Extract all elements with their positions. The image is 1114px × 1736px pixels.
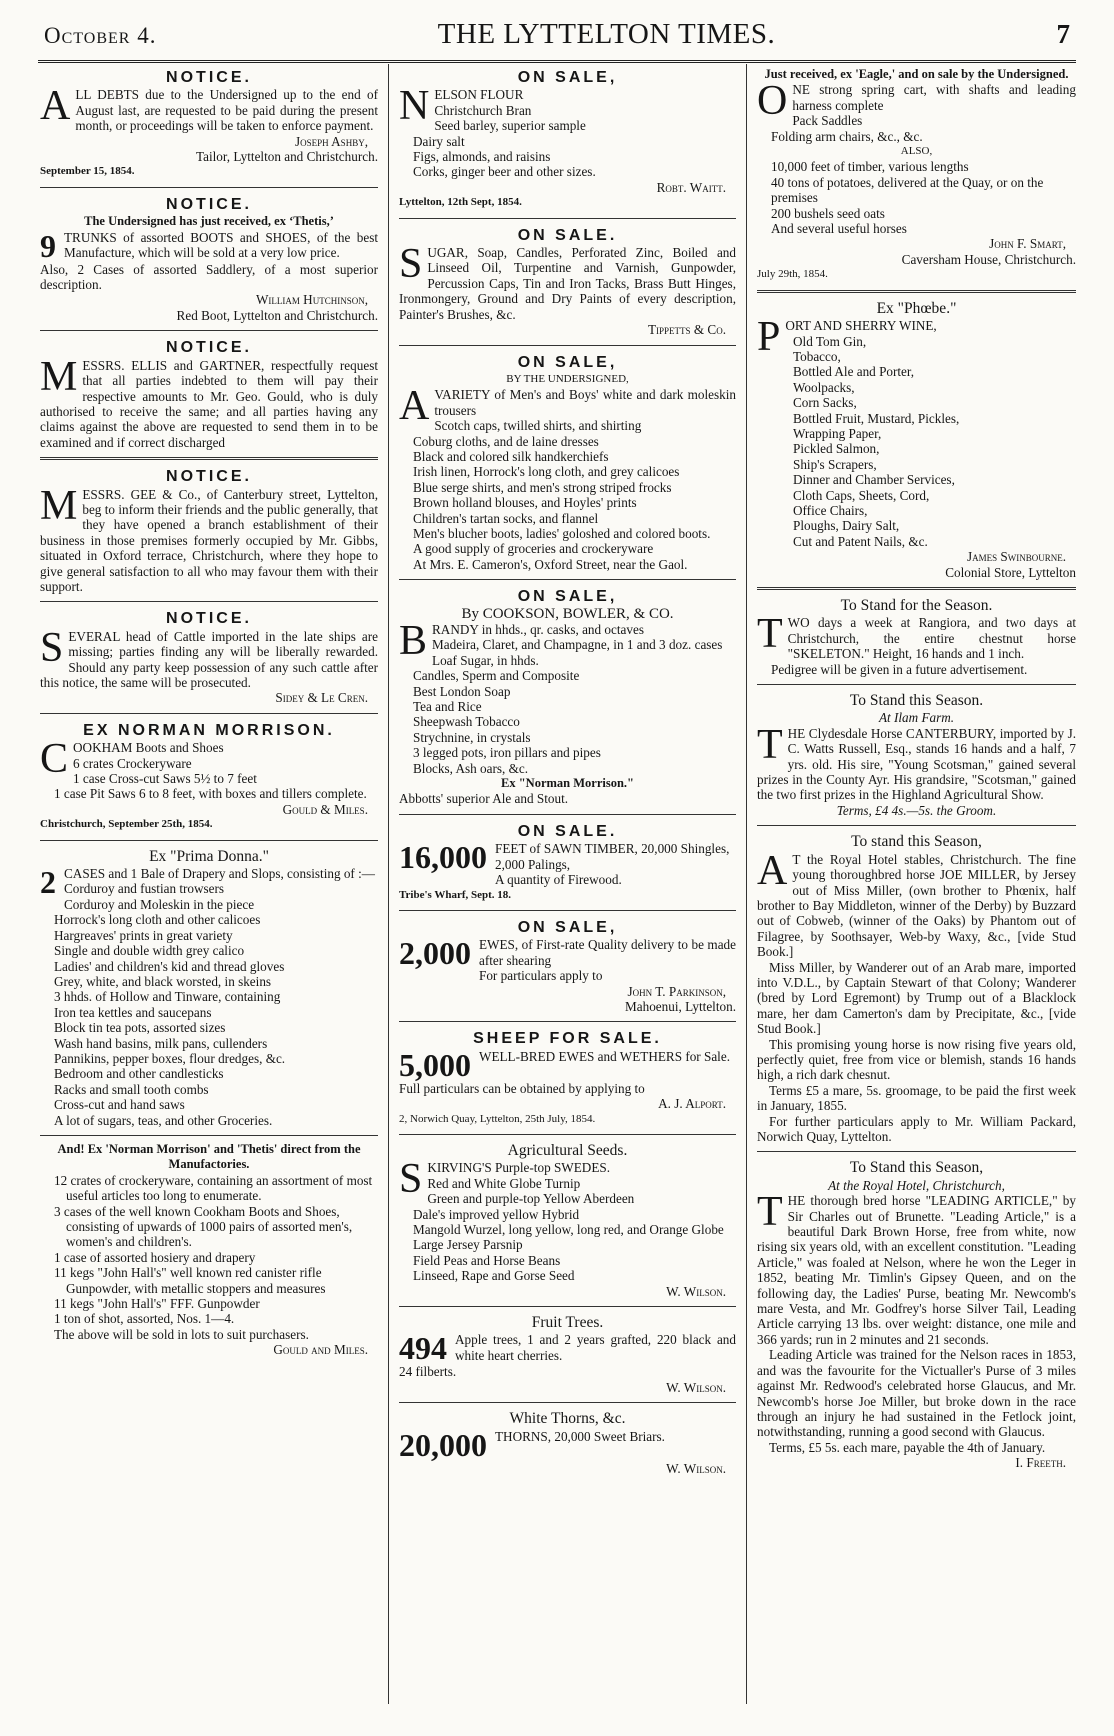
ad-signature-address: Mahoenui, Lyttelton.: [625, 998, 736, 1014]
list-item: Pannikins, pepper boxes, flour dredges, &c.: [54, 1050, 286, 1066]
ad-cookson-bowler: [399, 583, 736, 811]
drop-cap: T: [757, 721, 783, 768]
separator: [40, 330, 378, 331]
ad-heading: To Stand this Season.: [849, 692, 984, 710]
ad-body: VARIETY of Men's and Boys' white and dark moleskin trousers: [434, 387, 736, 418]
ad-body: RANDY in hhds., qr. casks, and octaves: [432, 622, 644, 637]
ad-signature-address: Red Boot, Lyttelton and Christchurch.: [176, 307, 378, 323]
list-item: 12 crates of crockeryware, containing an assortment of most useful articles too long to enumerate.: [54, 1172, 373, 1204]
ad-heading: Agricultural Seeds.: [507, 1141, 628, 1159]
ad-phoebe: [757, 296, 1076, 584]
ad-signature: William Hutchinson,: [255, 292, 368, 308]
ad-heading: ON SALE,: [517, 353, 618, 371]
ad-body: CASES and 1 Bale of Drapery and Slops, consisting of :—: [64, 866, 375, 882]
list-item: Brown holland blouses, and Hoyles' prints: [413, 495, 637, 511]
list-item: Corduroy and Moleskin in the piece: [64, 896, 255, 912]
list-item: Bedroom and other candlesticks: [54, 1066, 224, 1082]
ad-body: UGAR, Soap, Candles, Perforated Zinc, Boiled and Linseed Oil, Turpentine and Varnish, Gunpowder, Percussion Caps, Tin and Iron Tacks, Brass Butt Hinges, Ironmongery, Ground and Dry Paints of every description, Painter's Brushes, &c.: [399, 245, 736, 322]
ad-heading: To Stand for the Season.: [840, 597, 993, 614]
list-item: Wash hand basins, milk pans, cullenders: [54, 1035, 268, 1051]
ad-body: EWES, of First-rate Quality delivery to be made after shearing: [479, 937, 736, 968]
ad-number: 9: [40, 227, 56, 264]
ad-number: 494: [399, 1330, 447, 1367]
ad-line: For particulars apply to: [479, 968, 603, 984]
ad-body: NE strong spring cart, with shafts and leading harness complete: [792, 82, 1076, 113]
list-item: Corks, ginger beer and other sizes.: [413, 164, 596, 180]
list-item: Sheepwash Tobacco: [413, 714, 520, 730]
ad-number: 2: [40, 864, 56, 901]
ad-date: 2, Norwich Quay, Lyttelton, 25th July, 1854.: [399, 1112, 596, 1125]
separator: [757, 587, 1076, 590]
list-item: Figs, almonds, and raisins: [413, 149, 551, 165]
ad-date: September 15, 1854.: [40, 165, 135, 178]
ad-signature: W. Wilson.: [666, 1460, 726, 1476]
ad-date: July 29th, 1854.: [757, 268, 828, 281]
ad-agricultural-seeds: [399, 1138, 736, 1303]
list-item: 11 kegs "John Hall's" FFF. Gunpowder: [54, 1296, 260, 1312]
list-item: Coburg cloths, and de laine dresses: [413, 433, 599, 449]
list-item: Christchurch Bran: [434, 102, 532, 118]
separator: [399, 1306, 736, 1307]
list-item: Ship's Scrapers,: [793, 456, 877, 472]
list-item: A lot of sugars, teas, and other Groceries.: [54, 1112, 273, 1128]
list-item: Horrock's long cloth and other calicoes: [54, 912, 261, 928]
drop-cap: N: [399, 83, 430, 130]
list-item: And several useful horses: [771, 221, 907, 237]
ad-body: WO days a week at Rangiora, and two days at Christchurch, the entire chestnut horse "SKELETON." Height, 16 hands and 1 inch.: [787, 615, 1076, 662]
issue-date: October 4.: [44, 23, 157, 48]
list-item: Blue serge shirts, and men's strong striped frocks: [413, 479, 672, 495]
drop-cap: A: [399, 383, 430, 430]
list-item: Corduroy and fustian trowsers: [64, 881, 225, 897]
ad-body: EVERAL head of Cattle imported in the late ships are missing; parties finding any will be liberally rewarded. Should any party keep possession of any such cattle after this notice, the same will be prosecuted.: [40, 628, 378, 690]
ad-heading: ON SALE.: [517, 822, 618, 840]
ad-heading: Ex "Prima Donna.": [149, 847, 269, 865]
ad-heading: NOTICE.: [166, 339, 252, 357]
list-item: Mangold Wurzel, long yellow, long red, and Orange Globe: [413, 1222, 724, 1237]
list-item: Red and White Globe Turnip: [427, 1175, 581, 1191]
list-item: Office Chairs,: [793, 502, 868, 518]
ad-number: 16,000: [399, 839, 487, 876]
ad-ellis-gartner-notice: [40, 334, 378, 454]
list-item: Single and double width grey calico: [54, 943, 245, 959]
drop-cap: B: [399, 618, 428, 664]
drop-cap: A: [757, 847, 788, 894]
ad-nelson-flour: [399, 64, 736, 215]
ad-heading: White Thorns, &c.: [509, 1410, 626, 1428]
list-item: Field Peas and Horse Beans: [413, 1252, 561, 1268]
ad-heading: NOTICE.: [166, 468, 252, 486]
column-2: [388, 64, 746, 1704]
list-item: Dale's improved yellow Hybrid: [413, 1206, 580, 1222]
ad-subheading: By COOKSON, BOWLER, & CO.: [461, 605, 674, 622]
ad-sawn-timber: [399, 818, 736, 907]
ad-white-thorns: [399, 1406, 736, 1480]
separator: [757, 684, 1076, 685]
ad-heading: Fruit Trees.: [531, 1314, 604, 1332]
ad-signature: Joseph Ashby,: [294, 133, 368, 149]
list-item: Bottled Ale and Porter,: [793, 364, 915, 380]
ad-sheep-for-sale: [399, 1025, 736, 1131]
ad-body: KIRVING'S Purple-top SWEDES.: [427, 1160, 611, 1176]
ad-heading: To Stand this Season,: [849, 1159, 984, 1177]
ad-skeleton: [757, 593, 1076, 681]
ad-date: Lyttelton, 12th Sept, 1854.: [399, 196, 522, 209]
separator: [40, 601, 378, 602]
list-item: Candles, Sperm and Composite: [413, 668, 580, 684]
list-item: Seed barley, superior sample: [434, 118, 586, 134]
list-item: Grey, white, and black worsted, in skeins: [54, 973, 272, 989]
ad-body: LL DEBTS due to the Undersigned up to the end of August last, are requested to be paid during the present month, or proceedings will be taken to enforce payment.: [75, 87, 378, 134]
ad-paragraph: Leading Article was trained for the Nelson races in 1853, and was the favourite for the Victualler's Purse of 3 miles against Mr. Redwood's celebrated horse Glaucus, and Mr. Newcomb's horse Joe Miller, but broke down in the race through an injury he had sustained in the Fetlock joint, notwithstanding, running a good second with Glaucus.: [757, 1347, 1076, 1440]
list-item: 6 crates Crockeryware: [73, 755, 192, 771]
column-1: [38, 64, 388, 1704]
column-3: [746, 64, 1076, 1704]
ad-body: THORNS, 20,000 Sweet Briars.: [495, 1428, 665, 1444]
ad-joe-miller: [757, 829, 1076, 1148]
ad-body: ELSON FLOUR: [434, 87, 524, 103]
ad-cameron: [399, 349, 736, 577]
separator: [40, 840, 378, 841]
list-item: 10,000 feet of timber, various lengths: [771, 159, 969, 175]
ad-signature: Tippetts & Co.: [647, 322, 726, 338]
ad-cattle-notice: [40, 605, 378, 709]
list-item: Ladies' and children's kid and thread gloves: [54, 958, 285, 974]
ad-number: 20,000: [399, 1426, 487, 1463]
ad-body: ESSRS. ELLIS and GARTNER, respectfully request that all parties indebted to them will pay their respective amounts to Mr. Geo. Gould, who is duly authorised to receive the same; and all parties having any claims against the above are requested to send them in to be examined and if correct discharged: [40, 357, 378, 450]
drop-cap: T: [757, 611, 783, 658]
list-item: 40 tons of potatoes, delivered at the Quay, or on the premises: [771, 174, 1044, 206]
drop-cap: S: [399, 241, 423, 288]
ad-subheading: Just received, ex 'Eagle,' and on sale by the Undersigned.: [764, 67, 1069, 81]
ad-also: ALSO,: [900, 145, 933, 158]
ad-line: Full particulars can be obtained by applying to: [399, 1080, 645, 1096]
drop-cap: M: [40, 353, 78, 400]
ad-signature: Gould & Miles.: [282, 801, 368, 817]
ad-subheading: The Undersigned has just received, ex ‘Thetis,’: [84, 214, 334, 229]
list-item: Tobacco,: [793, 348, 841, 364]
ad-line: Pedigree will be given in a future advertisement.: [771, 661, 1028, 677]
ad-signature: Gould and Miles.: [273, 1342, 368, 1358]
separator: [757, 1151, 1076, 1152]
ad-heading: NOTICE.: [166, 195, 252, 213]
list-item: The above will be sold in lots to suit purchasers.: [54, 1326, 309, 1342]
drop-cap: S: [40, 624, 64, 671]
list-item: Iron tea kettles and saucepans: [54, 1004, 212, 1020]
columns: [38, 64, 1076, 1704]
ad-subheading: At Ilam Farm.: [878, 710, 955, 726]
ad-date: Tribe's Wharf, Sept. 18.: [399, 888, 512, 901]
ad-heading: NOTICE.: [166, 69, 252, 86]
list-item: Black and colored silk handkerchiefs: [413, 448, 609, 464]
list-item: Hargreaves' prints in great variety: [54, 927, 233, 943]
list-item: At Mrs. E. Cameron's, Oxford Street, near the Gaol.: [413, 556, 688, 572]
page-number: 7: [1056, 19, 1070, 49]
ad-heading: Ex "Phœbe.": [876, 299, 957, 317]
list-item: 3 cases of the well known Cookham Boots and Shoes, consisting of upwards of 1000 pairs of assorted men's, women's and children's.: [54, 1203, 353, 1250]
ad-heading: EX NORMAN MORRISON.: [83, 721, 335, 739]
list-item: 3 legged pots, iron pillars and pipes: [413, 745, 601, 761]
separator: [757, 290, 1076, 293]
ad-signature: John F. Smart,: [989, 236, 1066, 252]
ad-terms: Terms, £4 4s.—5s. the Groom.: [836, 802, 997, 818]
list-item: Cloth Caps, Sheets, Cord,: [793, 487, 930, 503]
ad-hutchinson-notice: [40, 191, 378, 327]
list-item: Irish linen, Horrock's long cloth, and grey calicoes: [413, 464, 680, 480]
ad-body: T the Royal Hotel stables, Christchurch. The fine young thoroughbred horse JOE MILLER, by Jersey out of Miss Miller, (own brother to Phœnix, half brother to Bay Middleton, winner of the Derby) by Buzzard out of Cobweb, (winner of the Oaks) by Phantom out of Filagree, by Soothsayer, Web-by Waxy, &c., [vide Stud Book.]: [757, 851, 1076, 960]
ad-ex-line: Ex "Norman Morrison.": [501, 776, 634, 791]
ad-signature-address: Tailor, Lyttelton and Christchurch.: [195, 149, 378, 165]
list-item: Cut and Patent Nails, &c.: [793, 533, 928, 549]
ad-subheading: BY THE UNDERSIGNED,: [506, 372, 629, 385]
list-item: Woolpacks,: [793, 379, 855, 395]
ad-body: OOKHAM Boots and Shoes: [73, 740, 224, 756]
separator: [399, 1021, 736, 1022]
list-item: Old Tom Gin,: [793, 333, 867, 349]
ad-heading: To stand this Season,: [851, 833, 982, 851]
ad-signature: Robt. Waitt.: [656, 179, 726, 195]
ad-body: ESSRS. GEE & Co., of Canterbury street, Lyttelton, beg to inform their friends and the public generally, that they have opened a branch establishment of their business in those premises formerly occupied by Mr. Gibbs, situated in Oxford terrace, Christchurch, where they hope to give general satisfaction to all who may favour them with their support.: [40, 486, 378, 594]
list-item: Dinner and Chamber Services,: [793, 472, 955, 488]
separator: [399, 1402, 736, 1403]
list-item: Bottled Fruit, Mustard, Pickles,: [793, 410, 960, 426]
separator: [399, 1134, 736, 1135]
list-item: Ploughs, Dairy Salt,: [793, 518, 900, 534]
list-item: Green and purple-top Yellow Aberdeen: [427, 1191, 635, 1207]
ad-signature: I. Freeth.: [1015, 1455, 1066, 1471]
list-item: A quantity of Firewood.: [495, 872, 622, 888]
ad-heading: NOTICE.: [166, 610, 252, 628]
ad-fruit-trees: [399, 1310, 736, 1399]
list-item: Children's tartan socks, and flannel: [413, 510, 599, 526]
list-item: Large Jersey Parsnip: [413, 1237, 523, 1253]
ad-paragraph: Terms £5 a mare, 5s. groomage, to be paid the first week in January, 1855.: [757, 1082, 1076, 1114]
ad-body: Apple trees, 1 and 2 years grafted, 220 black and white heart cherries.: [455, 1332, 736, 1363]
newspaper-title: THE LYTTELTON TIMES.: [437, 18, 776, 50]
list-item: Corn Sacks,: [793, 395, 857, 411]
drop-cap: T: [757, 1189, 783, 1236]
separator: [399, 910, 736, 911]
list-item: 1 case Pit Saws 6 to 8 feet, with boxes and tillers complete.: [54, 786, 367, 802]
masthead: [38, 18, 1076, 58]
list-item: 1 ton of shot, assorted, Nos. 1—4.: [54, 1311, 235, 1327]
ad-last-line: Abbotts' superior Ale and Stout.: [399, 791, 569, 807]
list-item: 11 kegs "John Hall's" well known red canister rifle Gunpowder, with metallic stoppers and measures: [54, 1265, 326, 1296]
list-item: Best London Soap: [413, 683, 511, 699]
list-item: Strychnine, in crystals: [413, 729, 531, 745]
ad-number: 2,000: [399, 935, 471, 972]
ad-paragraph: Terms, £5 5s. each mare, payable the 4th of January.: [769, 1439, 1046, 1455]
ad-body: WELL-BRED EWES and WETHERS for Sale.: [479, 1048, 731, 1064]
ad-body: HE thorough bred horse "LEADING ARTICLE," by Sir Charles out of Brunette. "Leading Article," is a beautiful Dark Brown Horse, free from white, now rising six years old, with an excellent constitution. "Leading Article," was foaled at Nelson, where he won the Leger in 1852, beating Mr. Timlin's Gipsey Queen, and on the following day, the Ladies' Purse, beating Mr. Newcomb's mare Vesta, and Mr. Godfrey's horse Silver Tail, Leading Article carrying 13 lbs. over weight: distance, one mile and 366 yards; run in 2 minutes and 21 seconds.: [757, 1193, 1076, 1347]
ad-norman-morrison: [40, 717, 378, 837]
ad-body: ORT AND SHERRY WINE,: [785, 318, 937, 334]
ad-heading: ON SALE,: [517, 69, 618, 86]
ad-ewes-parkinson: [399, 914, 736, 1018]
ad-ashby-notice: [40, 64, 378, 184]
ad-heading: SHEEP FOR SALE.: [473, 1030, 662, 1048]
ad-body: HE Clydesdale Horse CANTERBURY, imported by J. C. Watts Russell, Esq., stands 16 hands and a half, 7 yrs. old. His sire, "Young Scotsman," gained several prizes in the County Ayr. His grandsire, "Scotsman," gained the two first prizes in the Highland Agricultural Show.: [757, 725, 1076, 803]
list-item: Loaf Sugar, in hhds.: [432, 652, 539, 668]
separator: [399, 345, 736, 346]
list-item: 2,000 Palings,: [495, 856, 571, 872]
drop-cap: A: [40, 83, 71, 130]
ad-paragraph: This promising young horse is now rising five years old, perfectly quiet, free from vice or blemish, stands 16 hands high, a rich dark chesnut.: [757, 1036, 1076, 1083]
separator: [399, 579, 736, 580]
separator: [399, 814, 736, 815]
ad-number: 5,000: [399, 1046, 471, 1083]
separator: [399, 218, 736, 219]
ad-signature-address: Caversham House, Christchurch.: [901, 251, 1076, 267]
drop-cap: C: [40, 736, 69, 783]
separator: [757, 825, 1076, 826]
list-item: Pickled Salmon,: [793, 441, 880, 457]
ad-leading-article: [757, 1155, 1076, 1474]
separator: [40, 713, 378, 714]
ad-body: FEET of SAWN TIMBER, 20,000 Shingles,: [495, 841, 730, 857]
list-item: Scotch caps, twilled shirts, and shirting: [434, 418, 642, 434]
list-item: Men's blucher boots, ladies' goloshed and colored boots.: [413, 525, 711, 541]
ad-body: TRUNKS of assorted BOOTS and SHOES, of the best Manufacture, which will be sold at a very low price.: [64, 229, 378, 261]
list-item: Cross-cut and hand saws: [54, 1097, 185, 1113]
ad-tippetts: [399, 222, 736, 342]
ad-heading: ON SALE.: [517, 226, 618, 244]
ad-paragraph: Miss Miller, by Wanderer out of an Arab mare, imported into V.D.L., by Captain Stewart of that Colony; Wanderer (bred by Lord Egremont) by Trump out of a Blacklock mare, her dam Camerton's dam by Precipitate, &c., [vide Stud Book.]: [757, 959, 1076, 1037]
list-item: Madeira, Claret, and Champagne, in 1 and 3 doz. cases: [432, 637, 723, 653]
ad-signature: Sidey & Le Cren.: [275, 690, 368, 706]
drop-cap: P: [757, 314, 781, 361]
list-item: Wrapping Paper,: [793, 425, 882, 441]
list-item: Dairy salt: [413, 133, 465, 149]
ad-signature: James Swinbourne.: [966, 549, 1066, 565]
ad-signature-address: Colonial Store, Lyttelton: [945, 564, 1076, 580]
list-item: Blocks, Ash oars, &c.: [413, 760, 529, 776]
separator: [40, 187, 378, 188]
list-item: 1 case Cross-cut Saws 5½ to 7 feet: [73, 771, 257, 787]
drop-cap: S: [399, 1156, 423, 1203]
separator: [40, 457, 378, 460]
list-item: Block tin tea pots, assorted sizes: [54, 1020, 226, 1036]
list-item: A good supply of groceries and crockeryware: [413, 541, 654, 557]
list-item: Pack Saddles: [792, 113, 863, 129]
list-item: Racks and small tooth combs: [54, 1081, 209, 1097]
ad-date: Christchurch, September 25th, 1854.: [40, 818, 213, 831]
drop-cap: M: [40, 482, 78, 529]
ad-signature: W. Wilson.: [666, 1283, 726, 1299]
list-item: Folding arm chairs, &c., &c.: [771, 128, 923, 144]
ad-signature: W. Wilson.: [666, 1379, 726, 1395]
list-item: Tea and Rice: [413, 699, 482, 715]
list-item: 1 case of assorted hosiery and drapery: [54, 1249, 256, 1265]
ad-line: 24 filberts.: [399, 1364, 457, 1380]
ad-heading: ON SALE,: [517, 918, 618, 936]
ad-subheading: And! Ex 'Norman Morrison' and 'Thetis' direct from the Manufactories.: [57, 1141, 361, 1172]
ad-heading: ON SALE,: [517, 588, 618, 606]
ad-prima-donna: [40, 844, 378, 1132]
drop-cap: O: [757, 78, 788, 125]
ad-body-2: Also, 2 Cases of assorted Saddlery, of a most superior description.: [40, 261, 378, 293]
ad-smart-eagle: [757, 64, 1076, 287]
list-item: 200 bushels seed oats: [771, 205, 885, 221]
list-item: Linseed, Rape and Gorse Seed: [413, 1268, 575, 1284]
ad-paragraph: For further particulars apply to Mr. William Packard, Norwich Quay, Lyttelton.: [757, 1113, 1076, 1144]
ad-signature: John T. Parkinson,: [627, 983, 726, 999]
ad-subheading: At the Royal Hotel, Christchurch,: [828, 1177, 1005, 1193]
ad-signature: A. J. Alport.: [658, 1096, 726, 1112]
list-item: 3 hhds. of Hollow and Tinware, containing: [54, 989, 281, 1005]
ad-canterbury-horse: [757, 688, 1076, 822]
separator: [40, 1135, 378, 1136]
ad-direct-manufactories: [40, 1139, 378, 1362]
ad-gee-notice: [40, 463, 378, 598]
